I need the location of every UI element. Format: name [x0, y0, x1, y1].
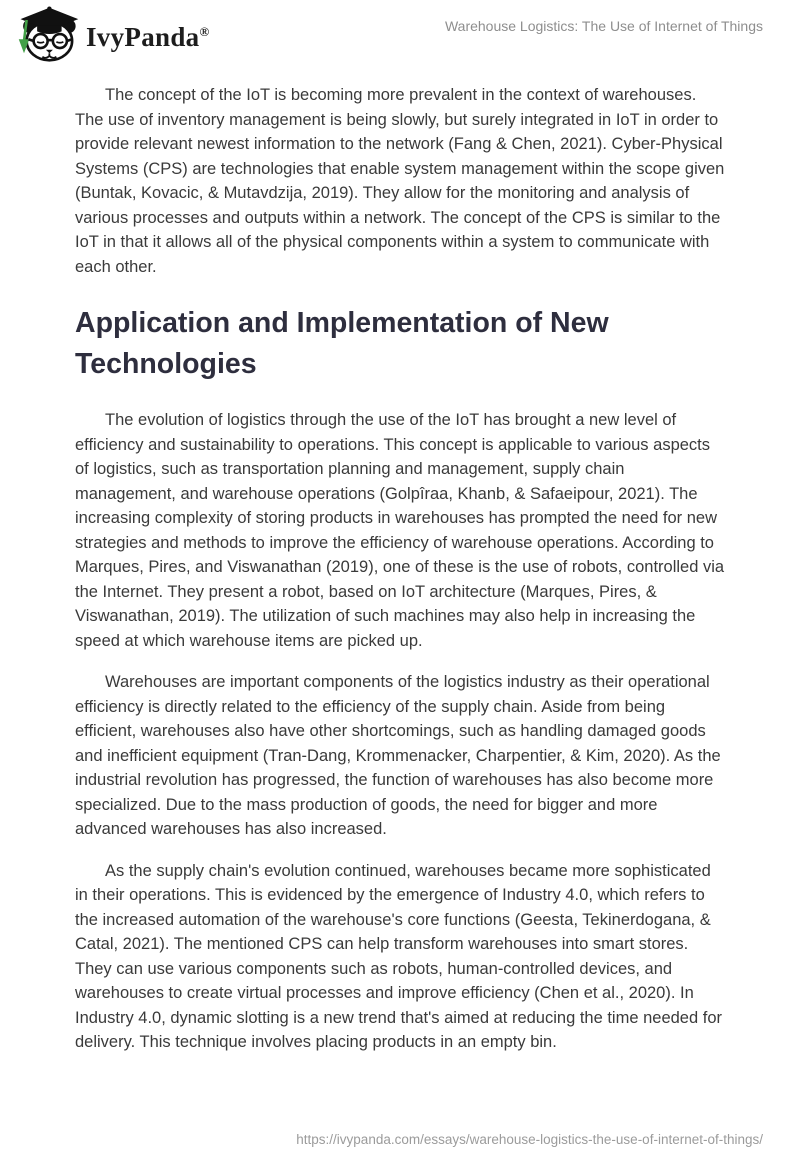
paragraph: Warehouses are important components of the logistics industry as their operational efficiency is directly related to the efficiency of the supply chain. Aside from being efficient, warehouses also have other shortcomings, such as handling damaged goods and inefficient equipment (Tran-Dang, Krommenacker, Charpentier, & Kim, 2020). As the industrial revolution has progressed, the function of warehouses has also become more specialized. Due to the mass production of goods, the need for bigger and more advanced warehouses has also increased. [75, 673, 721, 838]
paragraph: As the supply chain's evolution continued, warehouses became more sophisticated in their operations. This is evidenced by the emergence of Industry 4.0, which refers to the increased automation of the warehouse's core functions (Geesta, Tekinerdogana, & Catal, 2021). The mentioned CPS can help transform warehouses into smart stores. They can use various components such as robots, human-controlled devices, and warehouses to create virtual processes and improve efficiency (Chen et al., 2020). In Industry 4.0, dynamic slotting is a new trend that's aimed at reducing the time needed for delivery. This technique involves placing products in an empty bin. [75, 861, 723, 1051]
brand [10, 5, 209, 63]
essay-content [0, 67, 800, 1055]
brand-name [86, 21, 210, 52]
page-header [0, 0, 800, 67]
paragraph: The evolution of logistics through the use of the IoT has brought a new level of efficiency and sustainability to operations. This concept is applicable to various aspects of logistics, such as transportation planning and management, supply chain management, and warehouse operations (Golpîraa, Khanb, & Safaeipour, 2021). The increasing complexity of storing products in warehouses has prompted the need for new strategies and methods to improve the efficiency of warehouse operations. According to Marques, Pires, and Viswanathan (2019), one of these is the use of robots, controlled via the Internet. They present a robot, based on IoT architecture (Marques, Pires, & Viswanathan, 2019). The utilization of such machines may also help in increasing the speed at which warehouse items are picked up. [75, 411, 725, 650]
brand-name-text: IvyPanda [86, 21, 200, 52]
paragraph: The concept of the IoT is becoming more prevalent in the context of warehouses. The use of inventory management is being slowly, but surely integrated in IoT in order to provide relevant newest information to the network (Fang & Chen, 2021). Cyber-Physical Systems (CPS) are technologies that enable system management within the scope given (Buntak, Kovacic, & Mutavdzija, 2019). They allow for the monitoring and analysis of various processes and outputs within a network. The concept of the CPS is similar to the IoT in that it allows all of the physical components within a system to communicate with each other. [75, 86, 725, 276]
ivypanda-panda-logo-icon [10, 5, 80, 63]
document-title: Warehouse Logistics: The Use of Internet of Things [444, 18, 763, 34]
section-heading: Application and Implementation of New Technologies [75, 307, 609, 380]
footer-source-url: https://ivypanda.com/essays/warehouse-logistics-the-use-of-internet-of-things/ [296, 1132, 763, 1147]
registered-trademark-mark: ® [199, 23, 210, 39]
